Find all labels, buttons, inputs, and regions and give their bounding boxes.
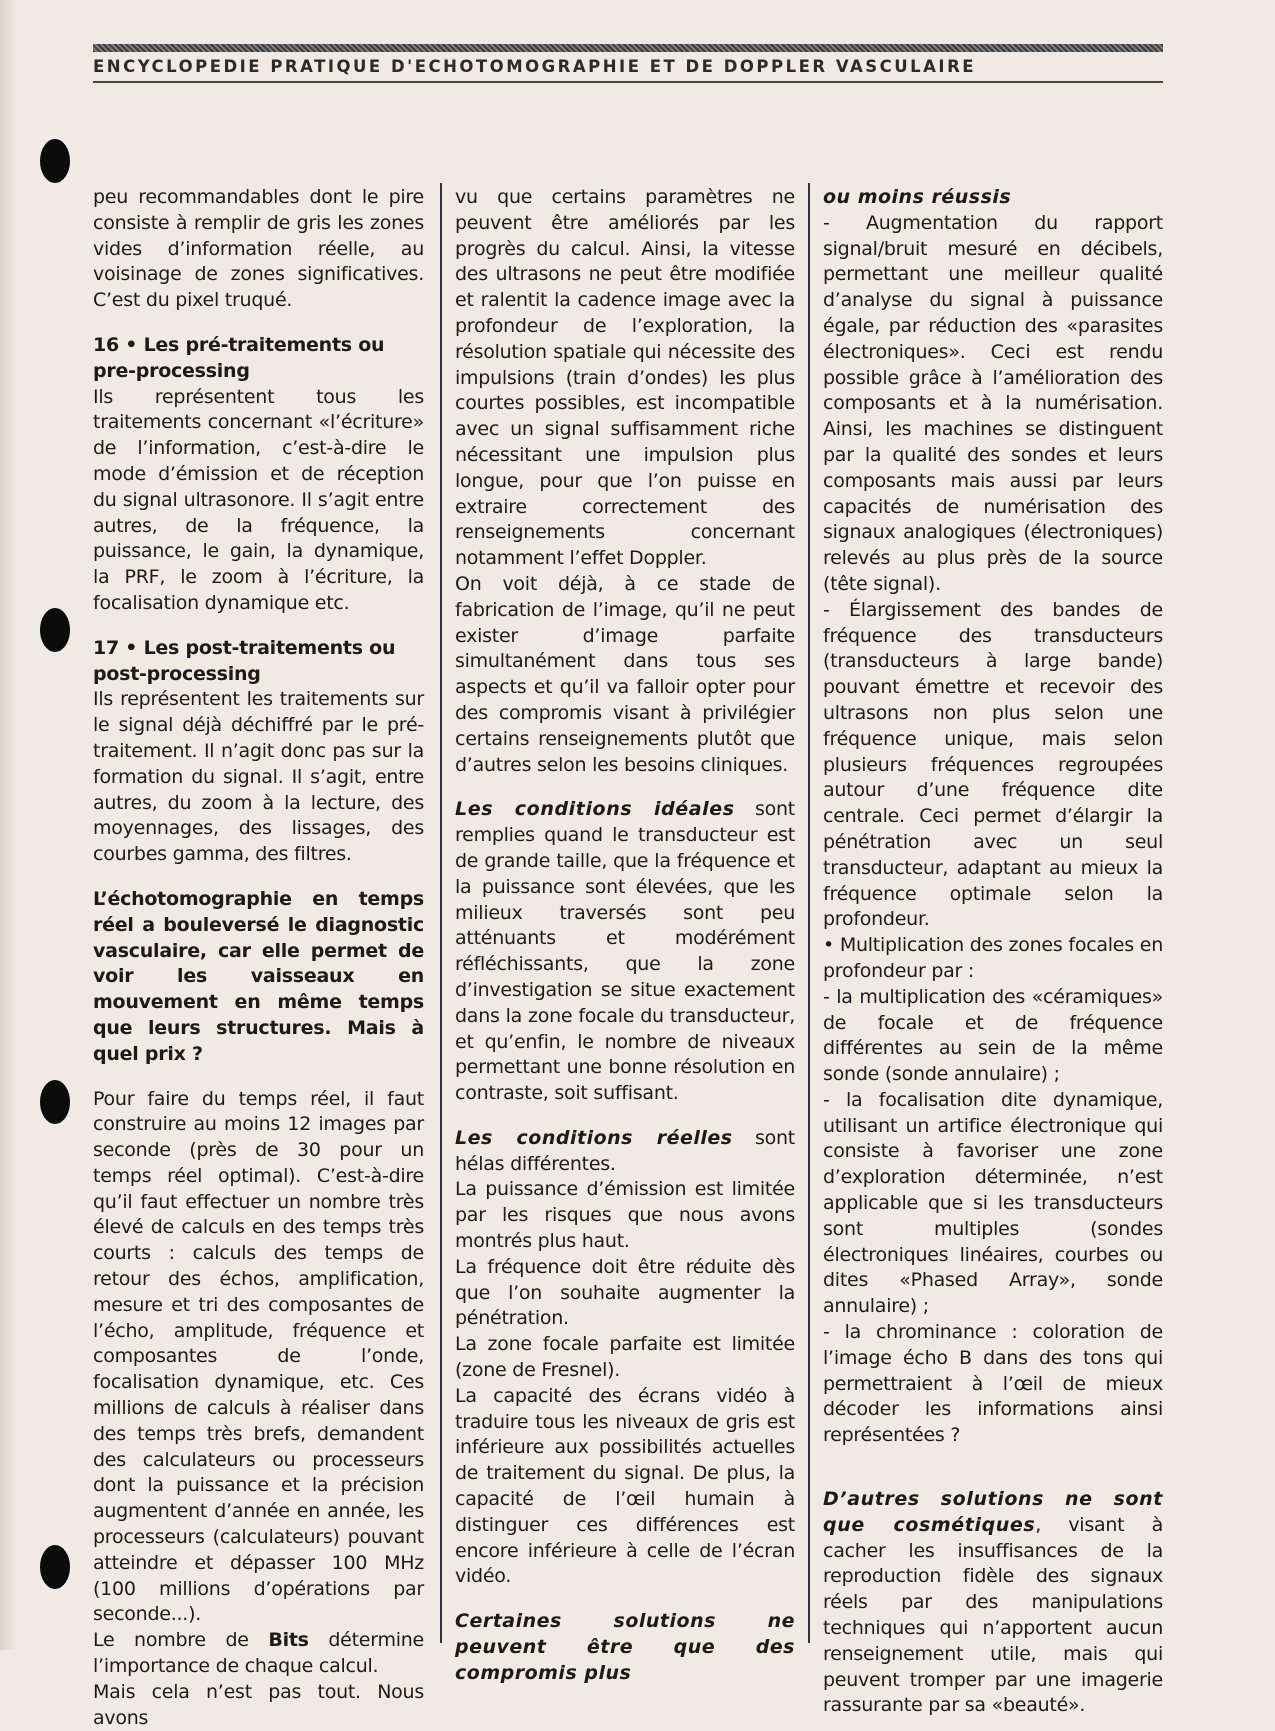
frequency-limit: La fréquence doit être réduite dès que l’on souhaite augmenter la pénétration. bbox=[455, 1255, 795, 1330]
column-divider-1 bbox=[440, 183, 442, 1643]
realtime-text: Pour faire du temps réel, il faut construire au moins 12 images par seconde (près de 30 pour un temps réel optimal). C’est-à-dire qu’il faut effectuer un nombre très élevé de calculs en des temps très courts : calculs des temps de retour des échos, amplification, mesure et tri des composantes de l’écho, amplitude, fréquence et composantes de l’onde, focalisation dynamique, etc. Ces millions de calculs à réaliser dans des temps très brefs, demandent des calculateurs ou processeurs dont la puissance et la précision augmentent d’année en année, les processeurs (calculateurs) pouvant atteindre et dépasser 100 MHz (100 millions d’opérations par seconde...). bbox=[93, 1087, 424, 1626]
cosmetic-text: , visant à cacher les insuffisances de la reproduction fidèle des signaux réels par des manipulations techniques qui n’apportent aucun renseignement utile, mais qui peuvent tromper par une imagerie rassurante par sa «beauté». bbox=[823, 1513, 1163, 1717]
bits-paragraph bbox=[93, 1628, 424, 1680]
text-column-1 bbox=[93, 185, 424, 1731]
chrominance-item: - la chrominance : coloration de l’image écho B dans des tons qui permettraient à l’œil de mieux décoder les informations ainsi représentées ? bbox=[823, 1321, 1163, 1447]
ceramics-item: - la multiplication des «céramiques» de focale et de fréquence différentes au sein de la même sonde (sonde annulaire) ; bbox=[823, 985, 1163, 1086]
focal-zones-item: • Multiplication des zones focales en profondeur par : bbox=[823, 934, 1163, 982]
header-rule bbox=[93, 81, 1163, 83]
section-16-text: Ils représentent tous les traitements concernant «l’écriture» de l’information, c’est-à-dire le mode d’émission et de réception du signal ultrasonore. Il s’agit entre autres, de la fréquence, la puissance, le gain, la dynamique, la PRF, le zoom à l’écriture, la focalisation dynamique etc. bbox=[93, 385, 424, 614]
screens-limit: La capacité des écrans vidéo à traduire tous les niveaux de gris est inférieure aux possibilités actuelles de traitement du signal. De plus, la capacité de l’œil humain à distinguer ces différences est encore inférieure à celle de l’écran vidéo. bbox=[455, 1384, 795, 1588]
col2-intro: vu que certains paramètres ne peuvent être améliorés par les progrès du calcul. Ainsi, la vitesse des ultrasons ne peut être modifiée et ralentit la cadence image avec la profondeur de l’exploration, la résolution spatiale qui nécessite des impulsions (train d’ondes) les plus courtes possibles, est incompatible avec un signal suffisamment riche nécessitant une impulsion plus longue, pour que l’on puisse en extraire correctement des renseignements concernant notamment l’effet Doppler. bbox=[455, 186, 795, 570]
bandwidth-item: - Élargissement des bandes de fréquence des transducteurs (transducteurs à large bande) pouvant émettre et recevoir des ultrasons non plus selon une fréquence unique, mais selon plusieurs fréquences regroupées autour d’une fréquence dite centrale. Ceci permet d’élargir la pénétration avec un seul transducteur, adaptant au mieux la fréquence optimale selon la profondeur. bbox=[823, 598, 1163, 931]
section-16-title: 16 • Les pré-traitements ou pre-processing bbox=[93, 333, 385, 382]
section-17-title: 17 • Les post-traitements ou post-processing bbox=[93, 636, 396, 685]
binder-hole-1 bbox=[40, 139, 70, 183]
real-conditions-text: sont hélas différentes. bbox=[455, 1126, 795, 1175]
running-header bbox=[93, 44, 1163, 83]
signal-noise-item: - Augmentation du rapport signal/bruit mesuré en décibels, permettant une meilleur qualité d’analyse du signal à puissance égale, par réduction des «parasites électroniques». Ceci est rendu possible grâce à l’amélioration des composants et à la numérisation. Ainsi, les machines se distinguent par la qualité des sondes et leurs composants mais aussi par leurs capacités de numérisation des signaux analogiques (électroniques) relevés au plus près de la source (tête signal). bbox=[823, 211, 1163, 595]
compromise-paragraph: On voit déjà, à ce stade de fabrication de l’image, qu’il ne peut exister d’image parfaite simultanément dans tous ses aspects et qu’il va falloir opter pour des compromis visant à privilégier certains renseignements plutôt que d’autres selon les besoins cliniques. bbox=[455, 572, 795, 776]
text-column-3 bbox=[823, 185, 1163, 1719]
binder-hole-3 bbox=[40, 1080, 70, 1124]
cosmetic-solutions bbox=[823, 1487, 1163, 1719]
power-limit: La puissance d’émission est limitée par les risques que nous avons montrés plus haut. bbox=[455, 1178, 795, 1253]
ideal-conditions bbox=[455, 797, 795, 1107]
dynamic-focus-item: - la focalisation dite dynamique, utilisant un artifice électronique qui consiste à favoriser une zone d’exploration déterminée, n’est applicable que si les transducteurs sont multiples (sondes électroniques linéaires, courbes ou dites «Phased Array», sonde annulaire) ; bbox=[823, 1088, 1163, 1318]
bits-word: Bits bbox=[268, 1629, 309, 1652]
bits-after: détermine l’importance de chaque calcul. bbox=[93, 1629, 424, 1678]
ideal-conditions-lead: Les conditions idéales bbox=[455, 798, 735, 821]
binder-hole-4 bbox=[40, 1545, 70, 1589]
page-edge-shadow bbox=[0, 0, 18, 1650]
focal-limit: La zone focale parfaite est limitée (zone de Fresnel). bbox=[455, 1333, 795, 1382]
real-conditions-lead: Les conditions réelles bbox=[455, 1126, 733, 1149]
bits-before: Le nombre de bbox=[93, 1629, 269, 1652]
header-title: ENCYCLOPEDIE PRATIQUE D'ECHOTOMOGRAPHIE ET DE DOPPLER VASCULAIRE bbox=[93, 57, 977, 76]
col1-intro: peu recommandables dont le pire consiste à remplir de gris les zones vides d’information réelle, au voisinage de zones significatives. C’est du pixel truqué. bbox=[93, 186, 424, 312]
section-17-text: Ils représentent les traitements sur le signal déjà déchiffré par le pré-traitement. Il n’agit donc pas sur la formation du signal. Il s’agit, entre autres, du zoom à la lecture, des moyennages, des lissages, des courbes gamma, des filtres. bbox=[93, 688, 424, 866]
realtime-highlight: L’échotomographie en temps réel a bouleversé le diagnostic vasculaire, car elle permet de voir les vaisseaux en mouvement en même temps que leurs structures. Mais à quel prix ? bbox=[93, 887, 424, 1065]
text-column-2 bbox=[455, 185, 795, 1687]
col1-last-line: Mais cela n’est pas tout. Nous avons bbox=[93, 1680, 424, 1729]
binder-hole-2 bbox=[40, 608, 70, 652]
column-divider-2 bbox=[808, 183, 810, 1643]
header-hatched-bar bbox=[93, 44, 1163, 52]
compromise-heading: Certaines solutions ne peuvent être que des compromis plus bbox=[455, 1610, 795, 1684]
cosmetic-lead: D’autres solutions ne sont que cosmétiques bbox=[823, 1488, 1163, 1536]
compromise-heading-continued: ou moins réussis bbox=[823, 186, 1012, 208]
real-conditions bbox=[455, 1126, 795, 1178]
ideal-conditions-text: sont remplies quand le transducteur est de grande taille, que la fréquence et la puissance sont élevées, que les milieux traversés sont peu atténuants et modérément réfléchissants, que la zone d’investigation se situe exactement dans la zone focale du transducteur, et qu’enfin, le nombre de niveaux permettant une bonne résolution en contraste, soit suffisant. bbox=[455, 798, 796, 1105]
